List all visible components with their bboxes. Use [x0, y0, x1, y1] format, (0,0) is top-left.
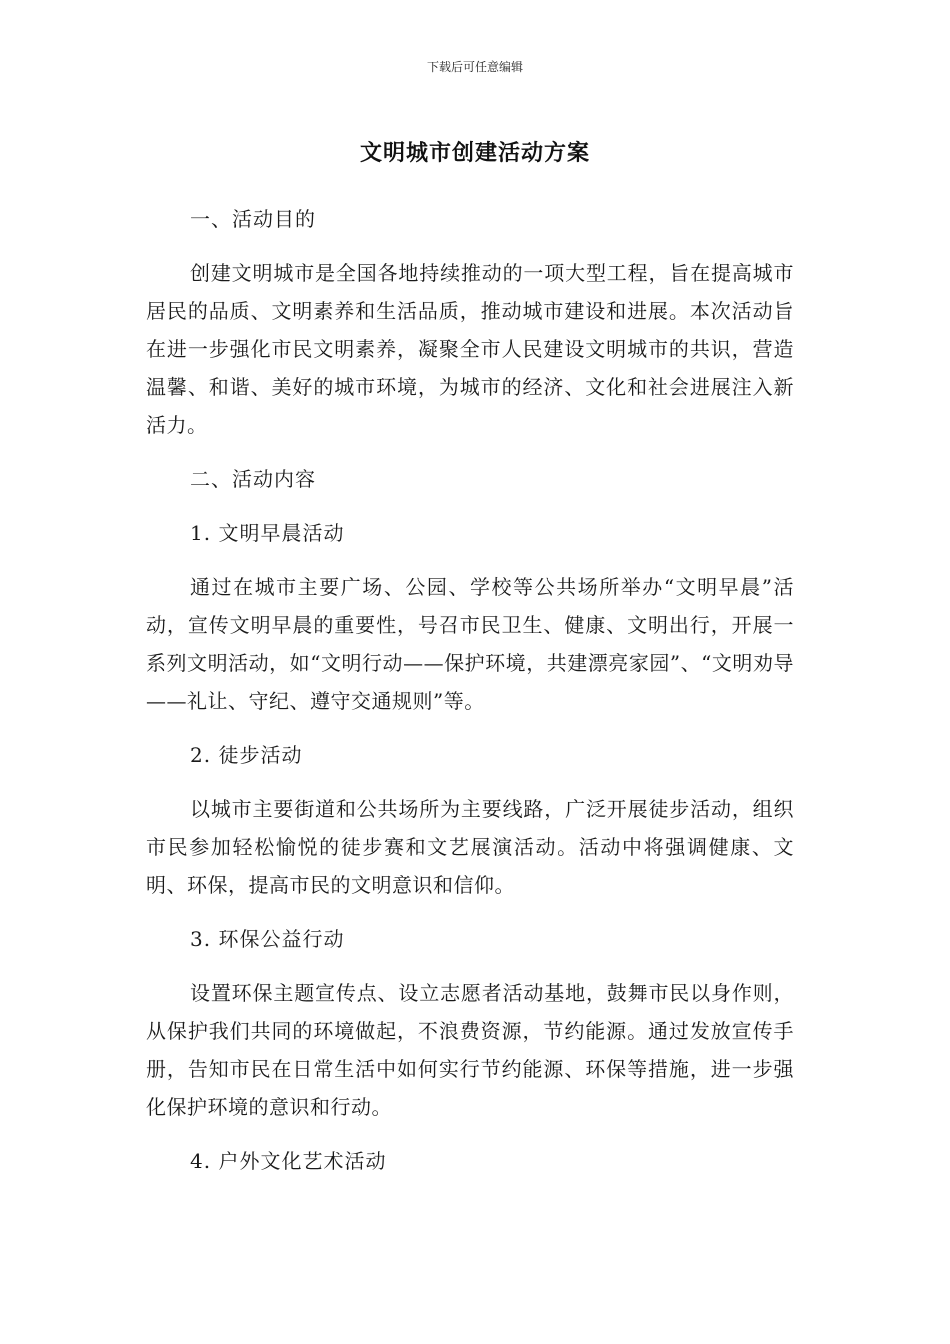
subsection-heading: 2. 徒步活动	[190, 743, 303, 767]
body-paragraph: 以城市主要街道和公共场所为主要线路，广泛开展徒步活动，组织市民参加轻松愉悦的徒步赛和文艺展演活动。活动中将强调健康、文明、环保，提高市民的文明意识和信仰。	[146, 797, 794, 897]
subsection-heading: 1. 文明早晨活动	[190, 521, 345, 545]
section-heading: 一、活动目的	[190, 207, 316, 231]
document-title: 文明城市创建活动方案	[359, 141, 590, 166]
subsection-heading: 3. 环保公益行动	[190, 927, 345, 951]
subsection-heading: 4. 户外文化艺术活动	[190, 1149, 387, 1173]
body-paragraph: 通过在城市主要广场、公园、学校等公共场所举办“文明早晨”活动，宣传文明早晨的重要性，号召市民卫生、健康、文明出行，开展一系列文明活动，如“文明行动——保护环境，共建漂亮家园”、“文明劝导——礼让、守纪、遵守交通规则”等。	[146, 575, 794, 713]
header-note: 下载后可任意编辑	[426, 60, 523, 74]
section-heading: 二、活动内容	[190, 467, 316, 491]
document-body	[146, 200, 794, 1196]
body-paragraph: 创建文明城市是全国各地持续推动的一项大型工程，旨在提高城市居民的品质、文明素养和生活品质，推动城市建设和进展。本次活动旨在进一步强化市民文明素养，凝聚全市人民建设文明城市的共识，营造温馨、和谐、美好的城市环境，为城市的经济、文化和社会进展注入新活力。	[146, 261, 794, 437]
body-paragraph: 设置环保主题宣传点、设立志愿者活动基地，鼓舞市民以身作则，从保护我们共同的环境做起，不浪费资源，节约能源。通过发放宣传手册，告知市民在日常生活中如何实行节约能源、环保等措施，进一步强化保护环境的意识和行动。	[146, 981, 794, 1119]
